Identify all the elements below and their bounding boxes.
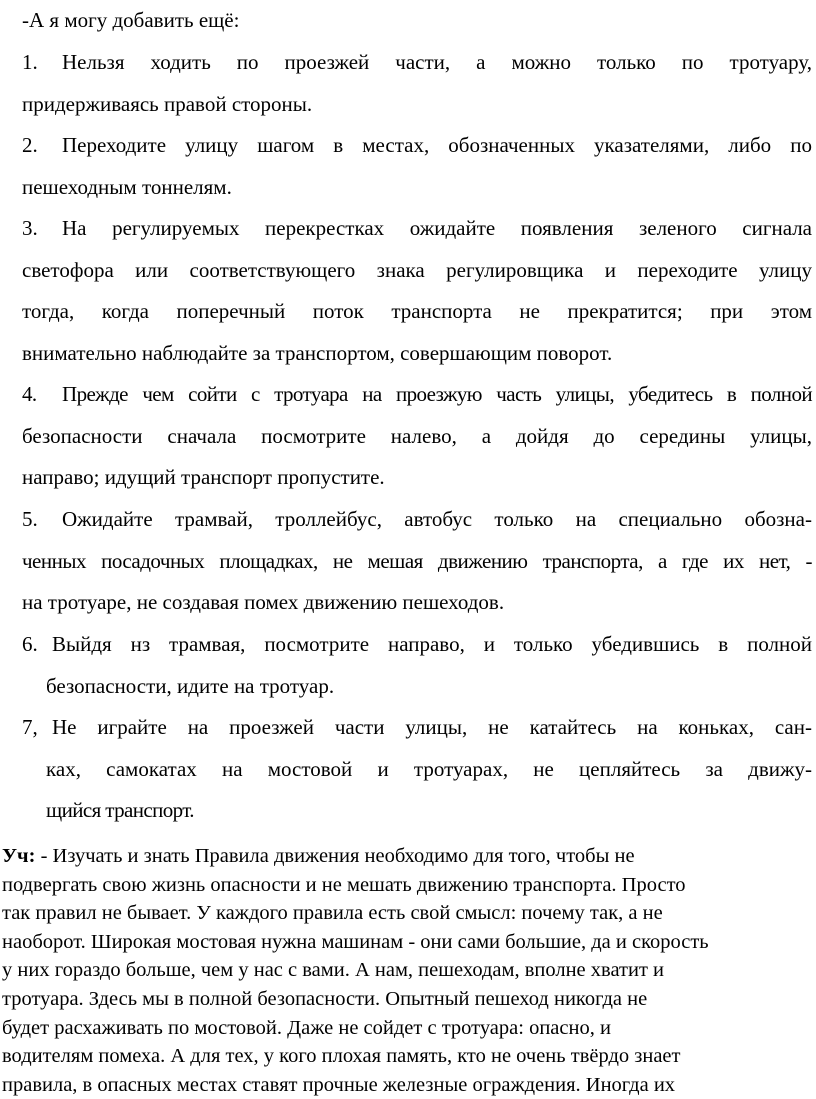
rule-text-line: Ожидайте трамвай, троллейбус, автобус только на специально обозна-: [62, 507, 812, 531]
rule-text-line: На регулируемых перекрестках ожидайте появления зеленого сигнала: [62, 216, 812, 240]
speech-line: правила, в опасных местах ставят прочные железные ограждения. Иногда их: [2, 1073, 676, 1096]
rule-number: 2.: [22, 133, 38, 157]
speech-line: подвергать свою жизнь опасности и не мешать движению транспорта. Просто: [2, 873, 686, 896]
rule-item-7: [22, 707, 812, 832]
rule-text-line: направо; идущий транспорт пропустите.: [22, 465, 385, 489]
speaker-label: Уч:: [2, 845, 36, 867]
speech-line: наоборот. Широкая мостовая нужна машинам - они сами большие, да и скорость: [2, 930, 709, 953]
rule-text-line: безопасности, идите на тротуар.: [46, 673, 335, 698]
speech-line: - Изучать и знать Правила движения необходимо для того, чтобы не: [35, 845, 635, 867]
rule-number: 6.: [22, 632, 38, 656]
rule-text-line: тогда, когда поперечный поток транспорта не прекратится; при этом: [22, 299, 812, 323]
rule-text-line: безопасности сначала посмотрите налево, а дойдя до середины улицы,: [22, 423, 812, 448]
rule-item-4: [22, 374, 812, 499]
rule-text-line: ках, самокатах на мостовой и тротуарах, не цепляйтесь за движу-: [46, 756, 812, 781]
rule-text-line: Не играйте на проезжей части улицы, не катайтесь на коньках, сан-: [52, 715, 812, 739]
rule-number: 5.: [22, 507, 38, 531]
rule-item-1: [22, 42, 812, 125]
rule-item-2: [22, 125, 812, 208]
speech-line: водителям помеха. А для тех, у кого плохая память, кто не очень твёрдо знает: [2, 1045, 681, 1068]
speech-line: у них гораздо больше, чем у нас с вами. А нам, пешеходам, вполне хватит и: [2, 959, 664, 982]
rule-item-5: [22, 499, 812, 624]
rule-text-line: Выйдя нз трамвая, посмотрите направо, и только убедившись в полной: [52, 632, 812, 656]
speech-line: тротуара. Здесь мы в полной безопасности. Опытный пешеход никогда не: [2, 987, 648, 1010]
speech-line: будет расхаживать по мостовой. Даже не сойдет с тротуара: опасно, и: [2, 1016, 611, 1039]
rule-number: 1.: [22, 50, 38, 74]
rule-text-line: Нельзя ходить по проезжей части, а можно только по тротуару,: [62, 50, 812, 74]
rule-number: 4.: [22, 382, 37, 406]
rule-number: 3.: [22, 216, 38, 240]
rule-text-line: ченных посадочных площадках, не мешая движению транспорта, а где их нет, -: [22, 548, 812, 573]
rule-text-line: щийся транспорт.: [46, 798, 194, 822]
teacher-speech: [2, 842, 814, 1099]
rule-text-line: внимательно наблюдайте за транспортом, совершающим поворот.: [22, 340, 613, 365]
rule-text-line: на тротуаре, не создавая помех движению пешеходов.: [22, 590, 505, 614]
rule-text-line: пешеходным тоннелям.: [22, 174, 232, 199]
rule-text-line: Прежде чем сойти с тротуара на проезжую часть улицы, убедитесь в полной: [62, 382, 812, 406]
rule-item-3: [22, 208, 812, 374]
rule-text-line: придерживаясь правой стороны.: [22, 91, 313, 116]
rule-text-line: Переходите улицу шагом в местах, обозначенных указателями, либо по: [62, 133, 812, 157]
speech-line: так правил не бывает. У каждого правила есть свой смысл: почему так, а не: [2, 902, 663, 925]
rule-text-line: светофора или соответствующего знака регулировщика и переходите улицу: [22, 257, 812, 282]
intro-line: -А я могу добавить ещё:: [22, 8, 240, 32]
rule-number: 7,: [22, 715, 38, 739]
rule-item-6: [22, 624, 812, 707]
